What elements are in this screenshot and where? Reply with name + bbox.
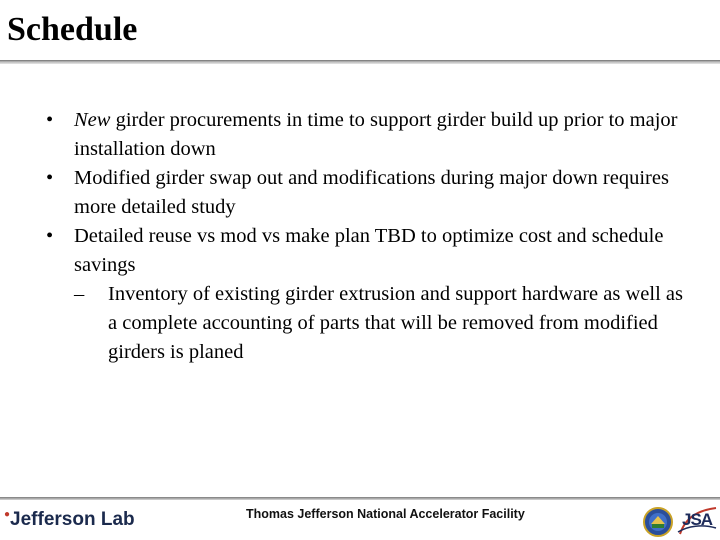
bullet-item	[46, 164, 696, 222]
bullet-italic-lead: New	[74, 109, 111, 131]
slide-body	[46, 106, 696, 367]
footer-divider	[0, 497, 720, 500]
sub-bullet-mark: –	[74, 283, 85, 305]
bullet-item	[46, 222, 696, 280]
bullet-mark: •	[46, 109, 54, 131]
title-underline	[0, 60, 720, 64]
facility-name: Thomas Jefferson National Accelerator Facility	[246, 507, 525, 521]
bullet-item	[46, 106, 696, 164]
jsa-logo-text: JSA	[682, 510, 713, 529]
bullet-mark: •	[46, 167, 54, 189]
jefferson-lab-logo	[4, 509, 135, 537]
slide-title: Schedule	[7, 11, 138, 48]
bullet-text: Modified girder swap out and modifications during major down requires more detailed study	[74, 167, 669, 218]
sub-bullet-text: Inventory of existing girder extrusion and support hardware as well as a complete accounting of parts that will be removed from modified girders is planed	[108, 283, 683, 363]
sub-bullet-item	[74, 280, 696, 367]
doe-seal-icon	[643, 507, 673, 537]
logo-accent-icon: ●	[4, 509, 11, 520]
bullet-mark: •	[46, 225, 54, 247]
logo-text: Jefferson Lab	[10, 509, 135, 530]
bullet-text-rest: girder procurements in time to support girder build up prior to major installation down	[74, 109, 678, 160]
bullet-text: Detailed reuse vs mod vs make plan TBD to optimize cost and schedule savings	[74, 225, 664, 276]
bullet-text	[74, 109, 678, 160]
